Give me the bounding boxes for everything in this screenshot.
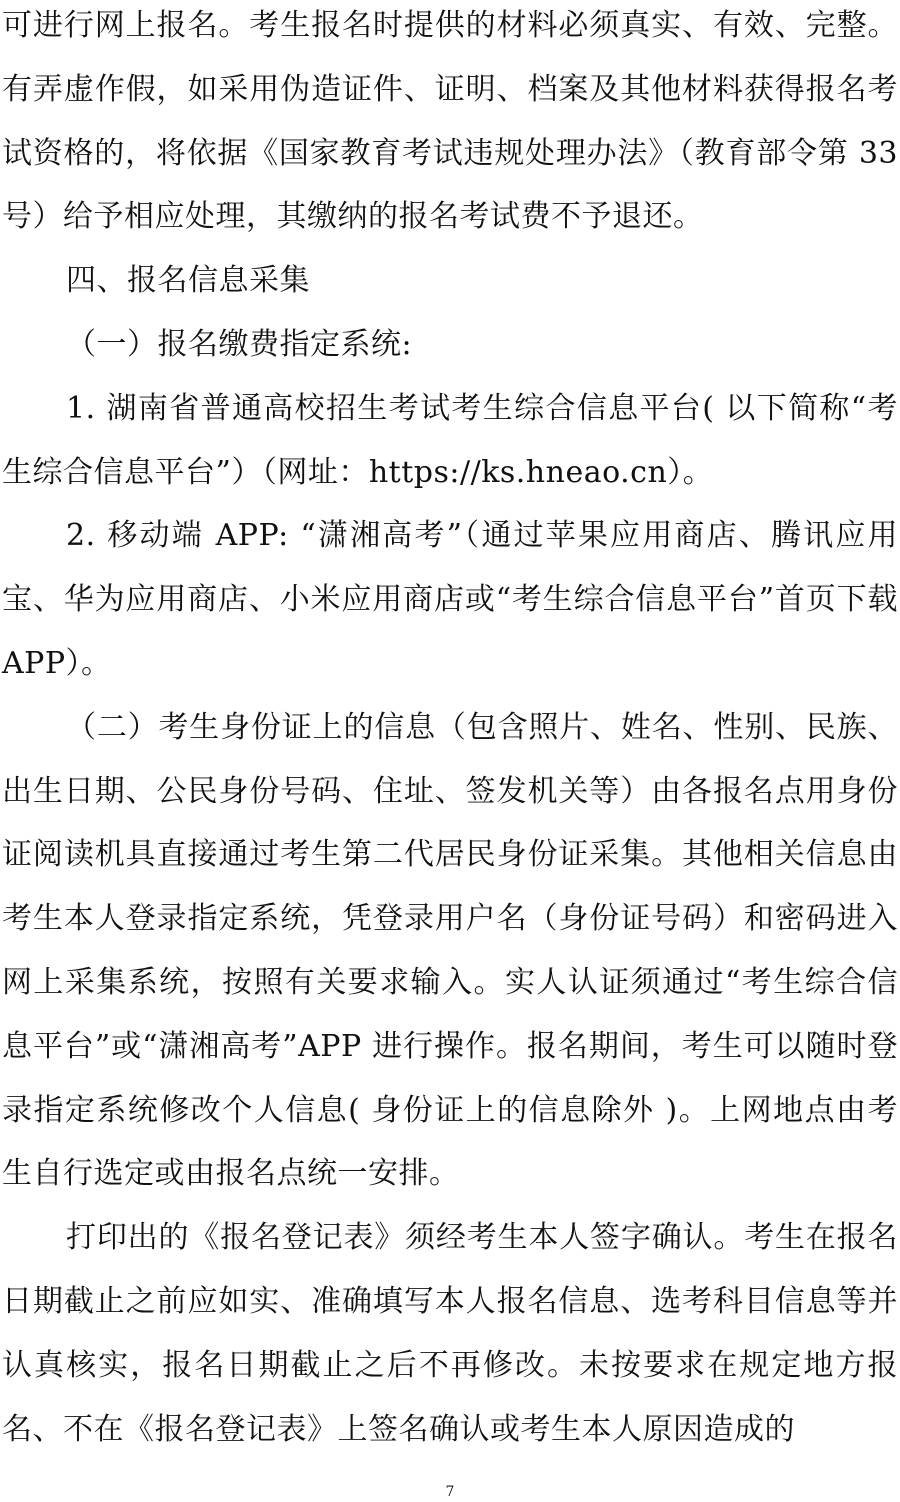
page-number: 7 [445, 1484, 455, 1500]
section-heading-registration-info: 四、报名信息采集 [66, 263, 310, 299]
paragraph-materials-authenticity: 可进行网上报名。考生报名时提供的材料必须真实、有效、完整。有弄虚作假，如采用伪造证件、证明、档案及其他材料获得报名考试资格的，将依据《国家教育考试违规处理办法》（教育部令第 33 号）给予相应处理，其缴纳的报名考试费不予退还。 [2, 8, 898, 235]
paragraph-registration-form: 打印出的《报名登记表》须经考生本人签字确认。考生在报名日期截止之前应如实、准确填写本人报名信息、选考科目信息等并认真核实，报名日期截止之后不再修改。未按要求在规定地方报名、不在《报名登记表》上签名确认或考生本人原因造成的 [2, 1220, 898, 1447]
paragraph-designated-system: （一）报名缴费指定系统: [66, 326, 413, 362]
paragraph-mobile-app: 2. 移动端 APP: “潇湘高考”（通过苹果应用商店、腾讯应用宝、华为应用商店、小米应用商店或“考生综合信息平台”首页下载 APP）。 [2, 518, 898, 681]
paragraph-id-card-info: （二）考生身份证上的信息（包含照片、姓名、性别、民族、出生日期、公民身份号码、住址、签发机关等）由各报名点用身份证阅读机具直接通过考生第二代居民身份证采集。其他相关信息由考生本人登录指定系统，凭登录用户名（身份证号码）和密码进入网上采集系统，按照有关要求输入。实人认证须通过“考生综合信息平台”或“潇湘高考”APP 进行操作。报名期间，考生可以随时登录指定系统修改个人信息( 身份证上的信息除外 )。上网地点由考生自行选定或由报名点统一安排。 [2, 709, 898, 1192]
document-body [2, 0, 898, 1461]
paragraph-info-platform: 1. 湖南省普通高校招生考试考生综合信息平台( 以下简称“考生综合信息平台”）（网址：https://ks.hneao.cn）。 [2, 390, 898, 490]
